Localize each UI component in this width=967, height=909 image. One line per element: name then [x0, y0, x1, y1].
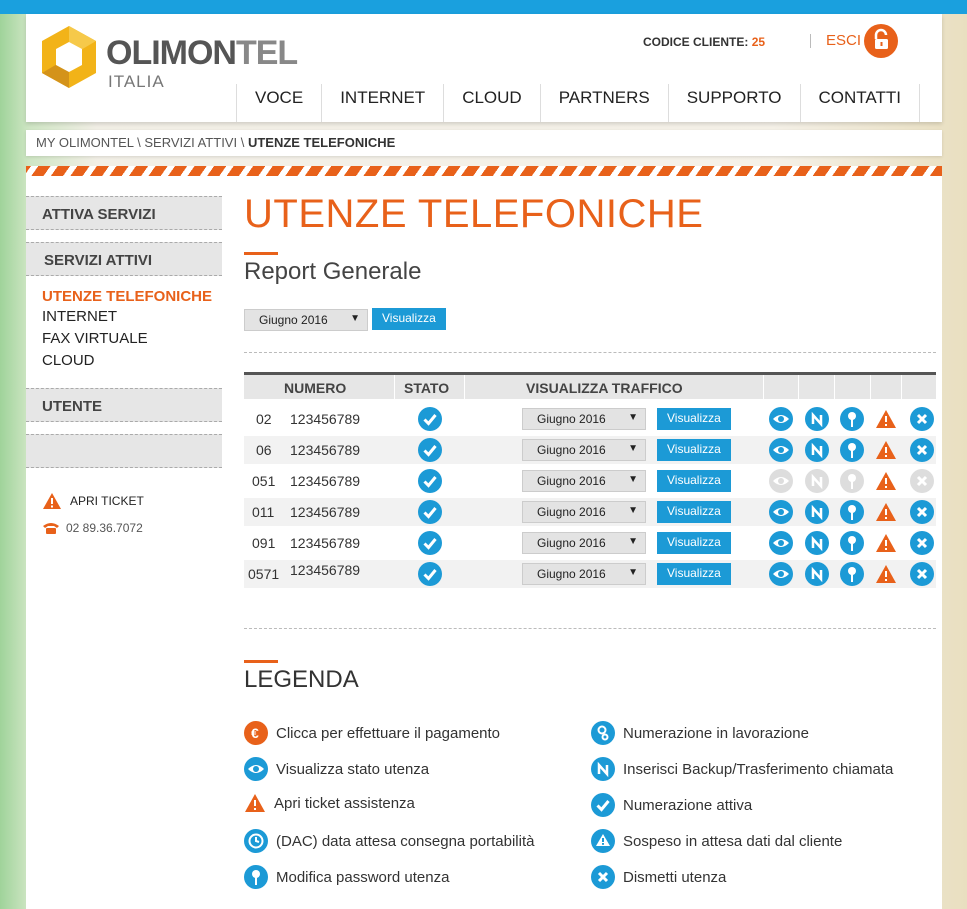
legend-label: Sospeso in attesa dati dal cliente	[623, 832, 843, 850]
nav-supporto[interactable]: SUPPORTO	[668, 84, 800, 122]
transfer-icon	[805, 469, 829, 493]
row-visualizza-button[interactable]: Visualizza	[657, 532, 731, 554]
row-prefix: 011	[252, 504, 275, 520]
open-ticket-link[interactable]	[42, 492, 144, 510]
main-nav	[236, 84, 920, 122]
row-period-value: Giugno 2016	[537, 412, 606, 426]
row-visualizza-button[interactable]: Visualizza	[657, 501, 731, 523]
close-icon	[910, 469, 934, 493]
sidebar-item-cloud[interactable]: CLOUD	[42, 352, 95, 369]
table-row	[244, 529, 936, 557]
transfer-icon[interactable]	[805, 438, 829, 462]
table-header	[244, 372, 936, 399]
decorative-stripe	[26, 166, 942, 176]
divider	[244, 352, 936, 353]
legend-label: Dismetti utenza	[623, 868, 727, 886]
key-icon[interactable]	[840, 438, 864, 462]
period-select-value: Giugno 2016	[259, 313, 328, 327]
breadcrumb	[26, 130, 942, 156]
chevron-down-icon: ▼	[628, 474, 638, 485]
legend-item	[591, 793, 752, 817]
header-stato: STATO	[404, 380, 450, 396]
header-separator	[798, 375, 799, 399]
legend-item	[244, 829, 534, 853]
euro-symbol: €	[251, 725, 259, 741]
chevron-down-icon: ▼	[628, 443, 638, 454]
warning-icon[interactable]	[875, 409, 897, 429]
legend-label: (DAC) data attesa consegna portabilità	[276, 832, 535, 850]
warning-icon[interactable]	[875, 502, 897, 522]
nav-voce[interactable]: VOCE	[236, 84, 321, 122]
sidebar-utente[interactable]: UTENTE	[26, 388, 222, 422]
table-row	[244, 467, 936, 495]
header-separator	[394, 375, 395, 399]
eye-icon[interactable]	[769, 562, 793, 586]
warning-icon	[244, 793, 266, 813]
eye-icon[interactable]	[769, 438, 793, 462]
status-active-icon	[418, 531, 442, 555]
row-number: 123456789	[290, 473, 361, 489]
top-bar	[0, 0, 967, 14]
main-content	[26, 176, 942, 909]
close-icon[interactable]	[910, 562, 934, 586]
period-select[interactable]	[244, 309, 368, 331]
warning-icon[interactable]	[875, 471, 897, 491]
row-number: 123456789	[290, 411, 361, 427]
warning-icon	[42, 492, 62, 510]
row-visualizza-button[interactable]: Visualizza	[657, 563, 731, 585]
chevron-down-icon: ▼	[350, 313, 360, 324]
client-code-value: 25	[751, 35, 766, 49]
row-prefix: 0571	[248, 566, 280, 582]
chevron-down-icon: ▼	[628, 567, 638, 578]
row-period-select[interactable]	[522, 470, 646, 492]
row-period-select[interactable]	[522, 408, 646, 430]
key-icon	[840, 469, 864, 493]
row-period-select[interactable]	[522, 501, 646, 523]
row-number: 123456789	[290, 535, 361, 551]
legend-item	[244, 793, 415, 813]
logo-wordmark[interactable]	[106, 34, 297, 73]
key-icon[interactable]	[840, 500, 864, 524]
warning-icon[interactable]	[875, 440, 897, 460]
page-subtitle: Report Generale	[244, 258, 422, 285]
sidebar-item-utenze[interactable]: UTENZE TELEFONICHE	[42, 288, 213, 305]
divider	[244, 628, 936, 629]
warning-icon[interactable]	[875, 533, 897, 553]
legend-underline	[244, 660, 278, 663]
title-underline	[244, 252, 278, 255]
breadcrumb-servizi[interactable]: SERVIZI ATTIVI	[144, 135, 238, 150]
header-separator	[901, 375, 902, 399]
page-title: UTENZE TELEFONICHE	[244, 192, 704, 236]
logo-subtitle: ITALIA	[108, 72, 165, 91]
row-period-select[interactable]	[522, 532, 646, 554]
row-visualizza-button[interactable]: Visualizza	[657, 408, 731, 430]
breadcrumb-current: UTENZE TELEFONICHE	[247, 135, 396, 150]
header-separator	[870, 375, 871, 399]
transfer-icon[interactable]	[805, 500, 829, 524]
alert-triangle-icon	[591, 829, 615, 853]
breadcrumb-home[interactable]: MY OLIMONTEL	[36, 135, 134, 150]
ticket-label: APRI TICKET	[70, 494, 144, 508]
nav-contatti[interactable]: CONTATTI	[800, 84, 920, 122]
unlock-icon	[864, 24, 898, 58]
legend-label: Modifica password utenza	[276, 868, 450, 886]
table-row	[244, 436, 936, 464]
row-prefix: 02	[256, 411, 272, 427]
transfer-icon	[591, 757, 615, 781]
header-separator	[464, 375, 465, 399]
nav-cloud[interactable]: CLOUD	[443, 84, 540, 122]
status-active-icon	[418, 500, 442, 524]
legend-label: Apri ticket assistenza	[274, 794, 415, 812]
row-number: 123456789	[290, 504, 361, 520]
legend-item	[244, 757, 429, 781]
client-code	[643, 35, 765, 49]
transfer-icon[interactable]	[805, 531, 829, 555]
warning-icon[interactable]	[875, 564, 897, 584]
legend-item	[591, 829, 842, 853]
legend-item	[244, 721, 500, 745]
row-visualizza-button[interactable]: Visualizza	[657, 439, 731, 461]
nav-partners[interactable]: PARTNERS	[540, 84, 668, 122]
header-traffico: VISUALIZZA TRAFFICO	[526, 380, 683, 396]
phone-number: 02 89.36.7072	[66, 521, 143, 535]
row-visualizza-button[interactable]: Visualizza	[657, 470, 731, 492]
row-number: 123456789	[290, 562, 361, 578]
eye-icon[interactable]	[769, 500, 793, 524]
key-icon	[244, 865, 268, 889]
clock-icon	[244, 829, 268, 853]
transfer-icon[interactable]	[805, 562, 829, 586]
row-period-value: Giugno 2016	[537, 536, 606, 550]
logout-button[interactable]	[864, 24, 898, 58]
header-separator	[834, 375, 835, 399]
sidebar-servizi-attivi[interactable]: SERVIZI ATTIVI	[26, 242, 222, 276]
close-icon[interactable]	[910, 438, 934, 462]
status-active-icon	[418, 438, 442, 462]
eye-icon	[244, 757, 268, 781]
close-icon[interactable]	[910, 500, 934, 524]
key-icon[interactable]	[840, 407, 864, 431]
visualizza-report-button[interactable]: Visualizza	[372, 308, 446, 330]
logo-tail: TEL	[235, 34, 298, 72]
close-icon	[591, 865, 615, 889]
eye-icon[interactable]	[769, 407, 793, 431]
support-phone	[42, 521, 143, 535]
row-number: 123456789	[290, 442, 361, 458]
breadcrumb-trail: MY OLIMONTEL \ SERVIZI ATTIVI \ UTENZE TELEFONICHE	[36, 135, 396, 150]
header-numero: NUMERO	[284, 380, 347, 396]
eye-icon	[769, 469, 793, 493]
legend-title: LEGENDA	[244, 666, 359, 693]
legend-item	[591, 865, 726, 889]
key-icon[interactable]	[840, 562, 864, 586]
key-icon[interactable]	[840, 531, 864, 555]
row-prefix: 051	[252, 473, 276, 489]
table-row	[244, 498, 936, 526]
legend-item	[591, 721, 809, 745]
row-period-select[interactable]	[522, 563, 646, 585]
header-separator	[763, 375, 764, 399]
status-active-icon	[418, 562, 442, 586]
row-period-value: Giugno 2016	[537, 567, 606, 581]
table-row	[244, 405, 936, 433]
legend-item	[244, 865, 449, 889]
legend-label: Numerazione attiva	[623, 796, 753, 814]
legend-label: Inserisci Backup/Trasferimento chiamata	[623, 760, 894, 778]
chevron-down-icon: ▼	[628, 412, 638, 423]
sidebar-attiva-servizi[interactable]: ATTIVA SERVIZI	[26, 196, 222, 230]
row-period-select[interactable]	[522, 439, 646, 461]
euro-icon	[244, 721, 268, 745]
close-icon[interactable]	[910, 531, 934, 555]
legend-label: Clicca per effettuare il pagamento	[276, 724, 501, 742]
check-icon	[591, 793, 615, 817]
nav-internet[interactable]: INTERNET	[321, 84, 443, 122]
phone-icon	[42, 521, 60, 535]
transfer-icon[interactable]	[805, 407, 829, 431]
legend-label: Visualizza stato utenza	[276, 760, 430, 778]
status-active-icon	[418, 407, 442, 431]
sidebar-empty-block	[26, 434, 222, 468]
header-separator	[810, 34, 811, 48]
row-prefix: 091	[252, 535, 276, 551]
logo-main: OLIMON	[106, 34, 236, 72]
olimontel-logo-icon[interactable]	[34, 22, 104, 92]
eye-icon[interactable]	[769, 531, 793, 555]
table-row	[244, 560, 936, 588]
legend-item	[591, 757, 893, 781]
row-period-value: Giugno 2016	[537, 443, 606, 457]
close-icon[interactable]	[910, 407, 934, 431]
logout-link[interactable]: ESCI	[826, 32, 862, 49]
legend-label: Numerazione in lavorazione	[623, 724, 809, 742]
chevron-down-icon: ▼	[628, 536, 638, 547]
status-active-icon	[418, 469, 442, 493]
sidebar-item-internet[interactable]: INTERNET	[42, 308, 117, 325]
row-period-value: Giugno 2016	[537, 474, 606, 488]
row-prefix: 06	[256, 442, 272, 458]
header	[26, 14, 942, 122]
chevron-down-icon: ▼	[628, 505, 638, 516]
gears-icon	[591, 721, 615, 745]
sidebar-item-fax[interactable]: FAX VIRTUALE	[42, 330, 148, 347]
client-code-label: CODICE CLIENTE:	[643, 35, 749, 49]
row-period-value: Giugno 2016	[537, 505, 606, 519]
